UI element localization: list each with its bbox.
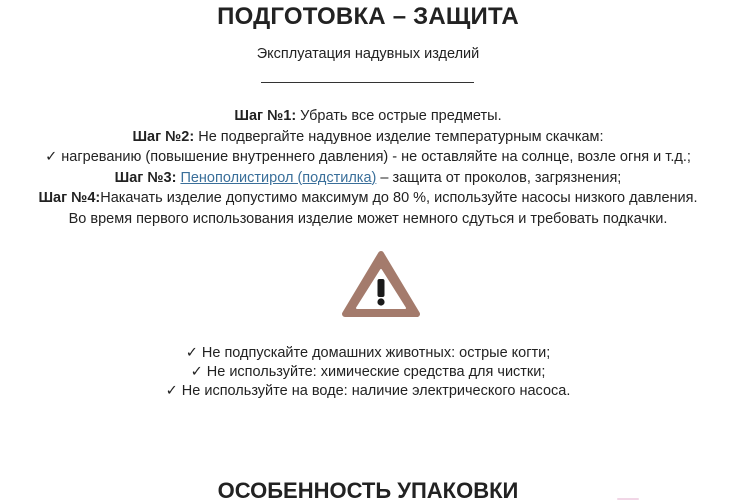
page-title: ПОДГОТОВКА – ЗАЩИТА: [217, 3, 519, 30]
caution-item: ✓ Не используйте: химические средства для чистки;: [190, 364, 546, 380]
caution-item: ✓ Не используйте на воде: наличие электрического насоса.: [165, 383, 571, 399]
step-1-label: Шаг №1:: [234, 108, 297, 124]
step-3-label: Шаг №3:: [114, 169, 177, 186]
caution-item: ✓ Не подпускайте домашних животных: острые когти;: [185, 345, 551, 361]
step-2-text: Не подвергайте надувное изделие температурным скачкам:: [194, 128, 604, 145]
warning-triangle-icon: [341, 250, 421, 320]
step-1: [0, 106, 736, 127]
step-1-text: Убрать все острые предметы.: [296, 108, 502, 124]
step-3: [0, 168, 736, 189]
polystyrene-link[interactable]: Пенополистирол (подстилка): [180, 169, 377, 186]
step-4: [0, 188, 736, 209]
step-2-detail: ✓ нагреванию (повышение внутреннего давления) - не оставляйте на солнце, возле огня и т.д.;: [45, 149, 691, 165]
step-2: [0, 127, 736, 148]
divider: [261, 82, 474, 83]
step-2-label: Шаг №2:: [132, 128, 195, 145]
steps-block: [0, 106, 736, 229]
page-subtitle: Эксплуатация надувных изделий: [256, 46, 480, 62]
step-4-label: Шаг №4:: [38, 190, 101, 206]
step-4-text: Накачать изделие допустимо максимум до 80 %, используйте насосы низкого давления.: [100, 190, 698, 206]
decorative-mark: [617, 498, 639, 500]
step-3-text: – защита от проколов, загрязнения;: [376, 169, 622, 186]
step-4-note: Во время первого использования изделие может немного сдуться и требовать подкачки.: [68, 210, 668, 227]
cautions-list: [0, 344, 736, 401]
section-heading-packaging: ОСОБЕННОСТЬ УПАКОВКИ: [217, 478, 519, 503]
